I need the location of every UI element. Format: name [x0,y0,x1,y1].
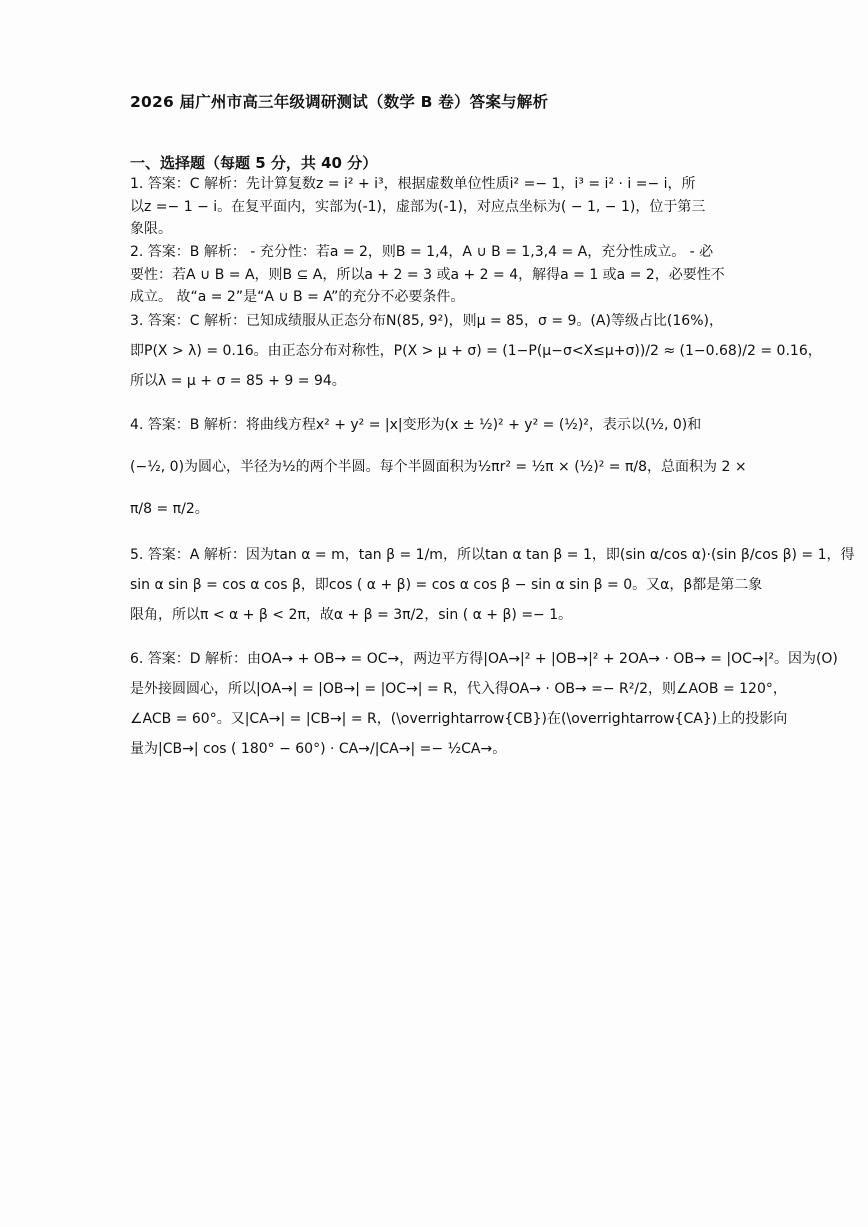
answer-4-line-3: π/8 = π/2。 [130,501,209,517]
answer-3-line-3: 所以λ = μ + σ = 85 + 9 = 94。 [130,373,346,389]
answer-4-line-1: 4. 答案：B 解析：将曲线方程x² + y² = |x|变形为(x ± ½)² + y² = (½)²，表示以(½, 0)和 [130,417,702,433]
answer-1-line-2: 以z =− 1 − i。在复平面内，实部为(-1)，虚部为(-1)，对应点坐标为( − 1, − 1)，位于第三 [130,198,706,215]
answer-2-line-2: 要性：若A ∪ B = A，则B ⊆ A，所以a + 2 = 3 或a + 2 = 4，解得a = 1 或a = 2，必要性不 [130,266,725,283]
answer-3-line-1: 3. 答案：C 解析：已知成绩服从正态分布N(85, 9²)，则μ = 85，σ = 9。(A)等级占比(16%)， [130,313,723,329]
answer-1-line-3: 象限。 [130,221,172,237]
answer-6-line-1: 6. 答案：D 解析：由OA→ + OB→ = OC→，两边平方得|OA→|² + |OB→|² + 2OA→ · OB→ = |OC→|²。因为(O) [130,651,838,667]
answer-item-4 [130,404,747,530]
answer-item-1 [130,173,730,241]
section-heading: 一、选择题（每题 5 分，共 40 分） [130,154,378,172]
answer-item-6 [130,644,838,764]
answer-4-line-2: (−½, 0)为圆心，半径为½的两个半圆。每个半圆面积为½πr² = ½π × (½)² = π/8，总面积为 2 × [130,459,747,475]
answer-5-line-3: 限角，所以π < α + β < 2π，故α + β = 3π/2，sin ( α + β) =− 1。 [130,607,573,623]
answer-item-5 [130,540,855,630]
answer-1-line-1: 1. 答案：C 解析：先计算复数z = i² + i³，根据虚数单位性质i² =− 1，i³ = i² · i =− i，所 [130,176,696,192]
answer-item-2 [130,241,730,309]
answer-6-line-3: ∠ACB = 60°。又|CA→| = |CB→| = R，(\overrightarrow{CB})在(\overrightarrow{CA})上的投影向 [130,711,788,727]
answer-2-line-3: 成立。 故“a = 2”是“A ∪ B = A”的充分不必要条件。 [130,289,465,305]
answer-item-3 [130,306,822,396]
answer-5-line-1: 5. 答案：A 解析：因为tan α = m，tan β = 1/m，所以tan α tan β = 1，即(sin α/cos α)·(sin β/cos β) = 1，得 [130,547,855,563]
answer-3-line-2: 即P(X > λ) = 0.16。由正态分布对称性，P(X > μ + σ) = (1−P(μ−σ<X≤μ+σ))/2 ≈ (1−0.68)/2 = 0.16， [130,343,822,359]
document-title: 2026 届广州市高三年级调研测试（数学 B 卷）答案与解析 [130,93,549,111]
answer-6-line-4: 量为|CB→| cos ( 180° − 60°) · CA→/|CA→| =− ½CA→。 [130,741,507,757]
answer-5-line-2: sin α sin β = cos α cos β，即cos ( α + β) = cos α cos β − sin α sin β = 0。又α，β都是第二象 [130,577,763,593]
answer-6-line-2: 是外接圆圆心，所以|OA→| = |OB→| = |OC→| = R，代入得OA→ · OB→ =− R²/2，则∠AOB = 120°， [130,681,787,697]
answer-2-line-1: 2. 答案：B 解析： - 充分性：若a = 2，则B = 1,4，A ∪ B = 1,3,4 = A，充分性成立。 - 必 [130,244,714,260]
